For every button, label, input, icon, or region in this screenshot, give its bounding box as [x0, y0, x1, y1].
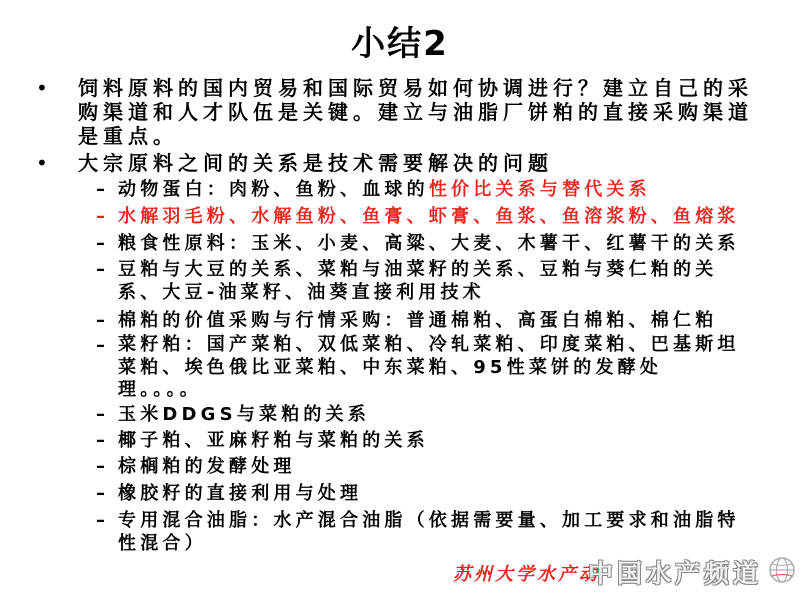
sub-item-text-line: 棕榈粕的发酵处理	[118, 456, 296, 477]
sub-item-text	[118, 482, 362, 505]
sub-item-text-line: 豆粕与大豆的关系、菜粕与油菜籽的关系、豆粕与葵仁粕的关	[118, 259, 718, 280]
sub-item-text	[118, 429, 429, 452]
dash-symbol: –	[96, 179, 105, 200]
dash-symbol: –	[96, 233, 105, 254]
sub-item-plain-text: 动物蛋白：肉粉、鱼粉、血球的	[118, 179, 429, 200]
watermark-text: 中国水产频道	[588, 559, 763, 588]
sub-item-text-line: 菜籽粕：国产菜粕、双低菜粕、冷轧菜粕、印度菜粕、巴基斯坦	[118, 334, 740, 355]
sub-item-text	[118, 205, 740, 228]
dash-symbol: –	[96, 335, 105, 356]
bullet-text	[78, 76, 753, 148]
sub-item-text-line: 橡胶籽的直接利用与处理	[118, 483, 363, 504]
dash-symbol: –	[96, 404, 105, 425]
dash-symbol: –	[96, 206, 105, 227]
sub-item-text-line: 椰子粕、亚麻籽粕与菜粕的关系	[118, 430, 429, 451]
dash-symbol: –	[96, 259, 105, 280]
globe-logo-icon	[768, 556, 796, 584]
sub-item-text	[118, 232, 740, 255]
globe-logo-svg	[768, 556, 796, 584]
sub-item-text	[118, 178, 651, 201]
dash-symbol: –	[96, 510, 105, 531]
sub-item-text	[118, 334, 740, 402]
sub-item-text	[118, 258, 717, 304]
footer-institution: 苏州大学水产动	[453, 564, 600, 585]
slide-title: 小结2	[351, 24, 449, 64]
bullet-symbol: •	[36, 76, 48, 100]
dash-symbol: –	[96, 310, 105, 331]
sub-item-text-line	[118, 178, 651, 201]
sub-item-text-line: 性混合）	[118, 533, 207, 554]
bullet-text-line: 是重点。	[78, 124, 178, 148]
bullet-text-line: 大宗原料之间的关系是技术需要解决的问题	[78, 151, 553, 175]
sub-item-text-line: 棉粕的价值采购与行情采购：普通棉粕、高蛋白棉粕、棉仁粕	[118, 310, 718, 331]
sub-item-text-line: 水解羽毛粉、水解鱼粉、鱼膏、虾膏、鱼浆、鱼溶浆粉、鱼熔浆	[118, 206, 740, 227]
sub-item-text	[118, 509, 740, 555]
sub-item-text-line: 专用混合油脂：水产混合油脂（依据需要量、加工要求和油脂特	[118, 510, 740, 531]
sub-item-text	[118, 455, 296, 478]
bullet-text-line: 购渠道和人才队伍是关键。建立与油脂厂饼粕的直接采购渠道	[78, 100, 753, 124]
bullet-symbol: •	[36, 151, 48, 175]
sub-item-text	[118, 403, 370, 426]
highlight-text: 性价比关系与替代关系	[428, 179, 651, 200]
sub-item-text-line: 粮食性原料：玉米、小麦、高粱、大麦、木薯干、红薯干的关系	[118, 233, 740, 254]
dash-symbol: –	[96, 483, 105, 504]
sub-item-text-line: 理。。。。	[118, 379, 202, 400]
dash-symbol: –	[96, 430, 105, 451]
sub-item-text	[118, 309, 717, 332]
sub-item-text-line: 菜粕、埃色俄比亚菜粕、中东菜粕、95性菜饼的发酵处	[118, 356, 663, 378]
bullet-text	[78, 151, 553, 175]
dash-symbol: –	[96, 456, 105, 477]
sub-item-text-line: 系、大豆-油菜籽、油葵直接利用技术	[118, 282, 485, 303]
bullet-text-line: 饲料原料的国内贸易和国际贸易如何协调进行？建立自己的采	[78, 76, 753, 100]
sub-item-text-line: 玉米DDGS与菜粕的关系	[118, 404, 371, 425]
